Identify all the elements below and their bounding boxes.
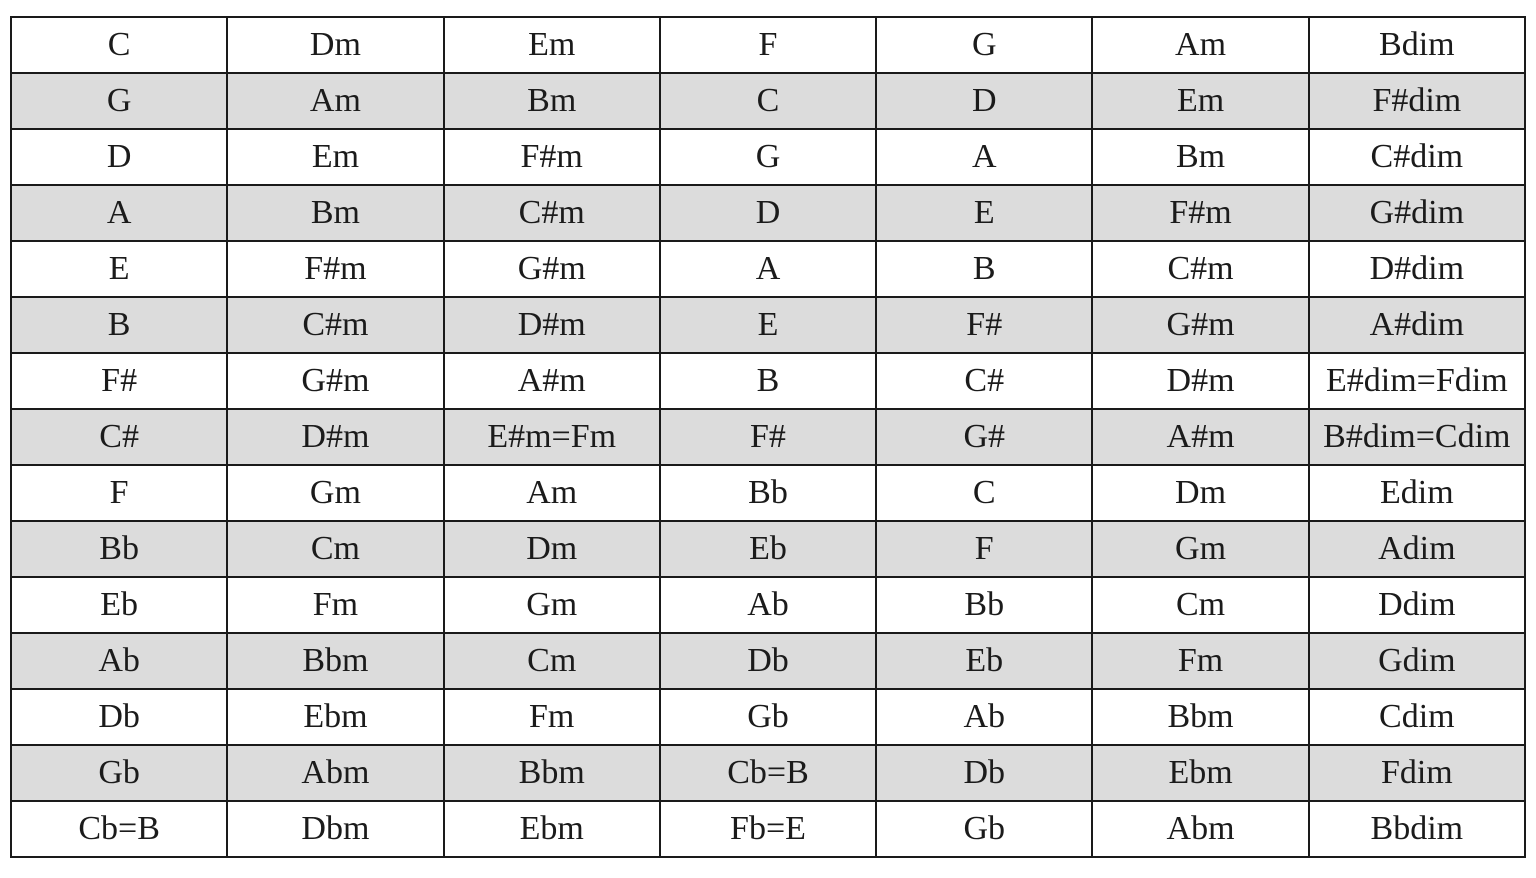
chord-cell: Bm xyxy=(1092,129,1308,185)
chord-cell: Cm xyxy=(444,633,660,689)
chord-cell: C xyxy=(660,73,876,129)
chord-cell: C#m xyxy=(227,297,443,353)
table-row xyxy=(11,521,1525,577)
chord-cell: A xyxy=(660,241,876,297)
chord-cell: Bb xyxy=(660,465,876,521)
chord-cell: Am xyxy=(444,465,660,521)
chord-cell: A xyxy=(876,129,1092,185)
table-row xyxy=(11,185,1525,241)
chord-cell: Em xyxy=(444,17,660,73)
chord-cell: Cdim xyxy=(1309,689,1525,745)
table-row xyxy=(11,577,1525,633)
chord-cell: Gdim xyxy=(1309,633,1525,689)
chord-cell: C# xyxy=(876,353,1092,409)
chord-cell: Bm xyxy=(227,185,443,241)
chord-cell: B xyxy=(11,297,227,353)
table-row xyxy=(11,689,1525,745)
chord-cell: Em xyxy=(227,129,443,185)
chord-cell: Db xyxy=(11,689,227,745)
chord-cell: D#dim xyxy=(1309,241,1525,297)
chord-cell: Adim xyxy=(1309,521,1525,577)
chord-cell: Bbm xyxy=(1092,689,1308,745)
chord-cell: Edim xyxy=(1309,465,1525,521)
chord-cell: A#m xyxy=(444,353,660,409)
chord-cell: Ab xyxy=(660,577,876,633)
chord-cell: A#dim xyxy=(1309,297,1525,353)
chord-cell: Fm xyxy=(227,577,443,633)
chord-cell: Gm xyxy=(444,577,660,633)
chord-cell: Bm xyxy=(444,73,660,129)
chord-cell: Bb xyxy=(11,521,227,577)
chord-cell: Dm xyxy=(227,17,443,73)
chord-cell: G#dim xyxy=(1309,185,1525,241)
chord-cell: Gm xyxy=(1092,521,1308,577)
table-row xyxy=(11,745,1525,801)
chord-cell: D xyxy=(876,73,1092,129)
chord-cell: Em xyxy=(1092,73,1308,129)
chord-cell: C#m xyxy=(1092,241,1308,297)
chord-cell: Fb=E xyxy=(660,801,876,857)
table-row xyxy=(11,409,1525,465)
chord-cell: D xyxy=(660,185,876,241)
chord-cell: Bb xyxy=(876,577,1092,633)
chord-cell: F xyxy=(660,17,876,73)
chord-cell: Am xyxy=(1092,17,1308,73)
chord-cell: Dm xyxy=(1092,465,1308,521)
chord-cell: Fm xyxy=(1092,633,1308,689)
chord-cell: Bdim xyxy=(1309,17,1525,73)
chord-cell: D#m xyxy=(1092,353,1308,409)
table-row xyxy=(11,73,1525,129)
chord-cell: Dm xyxy=(444,521,660,577)
chord-cell: Db xyxy=(876,745,1092,801)
chord-cell: Dbm xyxy=(227,801,443,857)
chord-cell: G xyxy=(11,73,227,129)
chord-cell: Ab xyxy=(11,633,227,689)
chord-cell: C xyxy=(11,17,227,73)
chord-cell: D#m xyxy=(227,409,443,465)
chord-cell: F#m xyxy=(1092,185,1308,241)
chord-cell: Cm xyxy=(1092,577,1308,633)
chord-cell: Bbm xyxy=(444,745,660,801)
chord-cell: Abm xyxy=(227,745,443,801)
chord-cell: B xyxy=(660,353,876,409)
table-row xyxy=(11,465,1525,521)
chord-cell: G xyxy=(660,129,876,185)
chord-cell: Eb xyxy=(11,577,227,633)
chord-cell: B xyxy=(876,241,1092,297)
chord-cell: G#m xyxy=(1092,297,1308,353)
chord-cell: C#dim xyxy=(1309,129,1525,185)
chord-cell: Ebm xyxy=(1092,745,1308,801)
chord-cell: Fdim xyxy=(1309,745,1525,801)
chord-cell: Am xyxy=(227,73,443,129)
table-body xyxy=(11,17,1525,857)
chord-cell: F xyxy=(11,465,227,521)
chord-cell: F#dim xyxy=(1309,73,1525,129)
table-row xyxy=(11,129,1525,185)
chord-cell: C# xyxy=(11,409,227,465)
chord-cell: Gb xyxy=(660,689,876,745)
chord-cell: F# xyxy=(660,409,876,465)
chord-cell: A#m xyxy=(1092,409,1308,465)
table-row xyxy=(11,353,1525,409)
chord-cell: Cb=B xyxy=(660,745,876,801)
chord-cell: Ab xyxy=(876,689,1092,745)
chord-cell: Bbdim xyxy=(1309,801,1525,857)
chord-cell: E#dim=Fdim xyxy=(1309,353,1525,409)
chord-cell: Cm xyxy=(227,521,443,577)
chord-cell: G#m xyxy=(227,353,443,409)
chord-cell: D#m xyxy=(444,297,660,353)
chord-cell: G xyxy=(876,17,1092,73)
table-row xyxy=(11,633,1525,689)
chord-cell: Bbm xyxy=(227,633,443,689)
chord-cell: E xyxy=(876,185,1092,241)
chord-cell: B#dim=Cdim xyxy=(1309,409,1525,465)
chord-cell: Eb xyxy=(660,521,876,577)
chord-cell: G# xyxy=(876,409,1092,465)
chord-cell: Eb xyxy=(876,633,1092,689)
chord-cell: F xyxy=(876,521,1092,577)
chord-cell: Ddim xyxy=(1309,577,1525,633)
chord-cell: Gb xyxy=(876,801,1092,857)
chord-cell: Ebm xyxy=(227,689,443,745)
diatonic-chords-table xyxy=(10,16,1526,858)
chord-cell: D xyxy=(11,129,227,185)
chord-cell: Fm xyxy=(444,689,660,745)
chord-cell: Db xyxy=(660,633,876,689)
chord-cell: Ebm xyxy=(444,801,660,857)
chord-cell: Abm xyxy=(1092,801,1308,857)
chord-cell: A xyxy=(11,185,227,241)
chord-cell: Gb xyxy=(11,745,227,801)
chord-cell: G#m xyxy=(444,241,660,297)
chord-cell: Cb=B xyxy=(11,801,227,857)
chord-cell: C xyxy=(876,465,1092,521)
chord-cell: E xyxy=(11,241,227,297)
chord-cell: F# xyxy=(876,297,1092,353)
table-row xyxy=(11,801,1525,857)
chord-cell: F#m xyxy=(444,129,660,185)
chord-cell: E#m=Fm xyxy=(444,409,660,465)
chord-cell: E xyxy=(660,297,876,353)
table-row xyxy=(11,17,1525,73)
chord-cell: F# xyxy=(11,353,227,409)
chord-cell: C#m xyxy=(444,185,660,241)
table-row xyxy=(11,297,1525,353)
chord-cell: Gm xyxy=(227,465,443,521)
table-row xyxy=(11,241,1525,297)
chord-cell: F#m xyxy=(227,241,443,297)
